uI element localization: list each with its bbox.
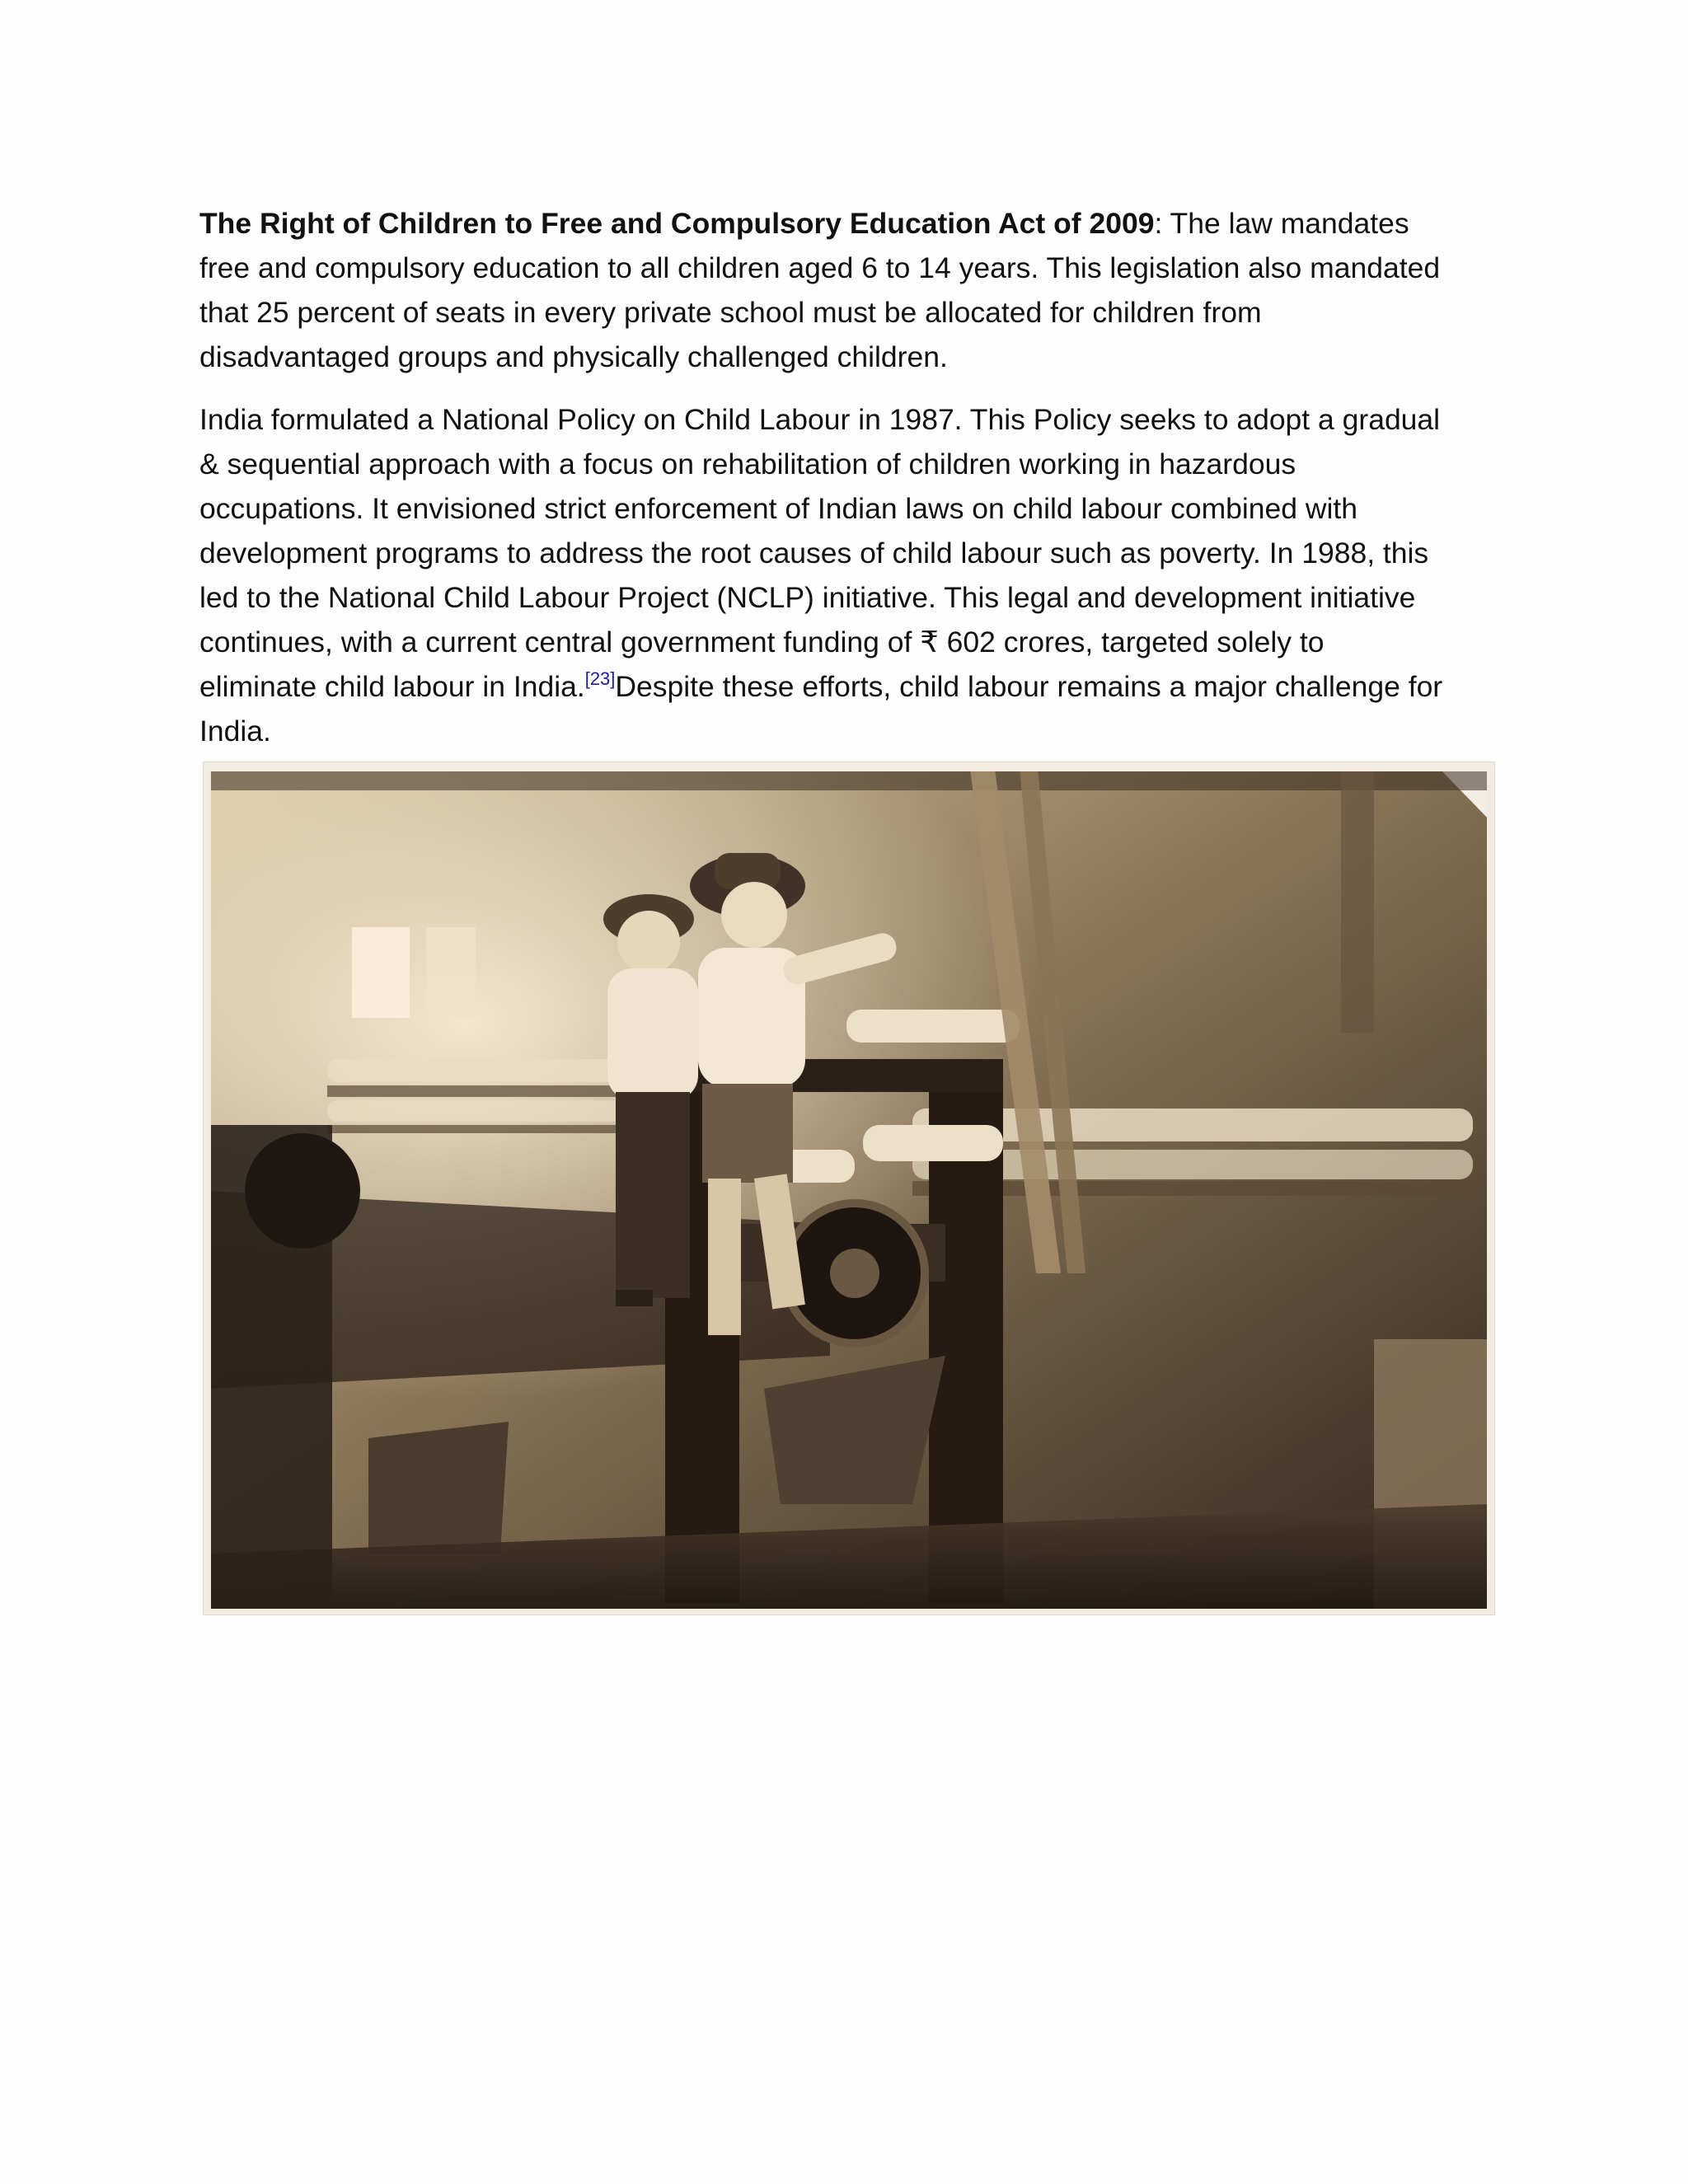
paragraph-line: free and compulsory education to all children aged 6 to 14 years. This legislation also mandated <box>199 251 1441 284</box>
footnote-link[interactable]: [23] <box>584 668 616 689</box>
paragraph-line <box>199 201 1502 246</box>
paragraph-line: continues, with a current central government funding of ₹ 602 crores, targeted solely to <box>199 626 1325 658</box>
paragraph-rte-act <box>199 201 1502 379</box>
paragraph-line: development programs to address the root causes of child labour such as poverty. In 1988, this <box>199 537 1429 569</box>
paragraph-line: that 25 percent of seats in every private school must be allocated for children from <box>199 296 1262 329</box>
paragraph-line <box>199 664 1502 709</box>
act-title: The Right of Children to Free and Compulsory Education Act of 2009 <box>199 207 1155 240</box>
paragraph-line: disadvantaged groups and physically challenged children. <box>199 340 948 373</box>
paragraph-text: eliminate child labour in India. <box>199 670 585 703</box>
paragraph-line: India. <box>199 715 271 748</box>
paragraph-text: : The law mandates <box>1154 207 1409 240</box>
paragraph-line: India formulated a National Policy on Child Labour in 1987. This Policy seeks to adopt a gradual <box>199 403 1441 436</box>
paragraph-line: occupations. It envisioned strict enforcement of Indian laws on child labour combined with <box>199 492 1357 525</box>
paragraph-line: led to the National Child Labour Project (NCLP) initiative. This legal and development initiative <box>199 581 1416 614</box>
paragraph-text: Despite these efforts, child labour remains a major challenge for <box>615 670 1443 703</box>
paragraph-national-policy <box>199 397 1502 753</box>
paragraph-line: & sequential approach with a focus on rehabilitation of children working in hazardous <box>199 448 1296 480</box>
child-labour-mill-photo <box>203 762 1495 1615</box>
sepia-photo-illustration <box>204 762 1495 1615</box>
